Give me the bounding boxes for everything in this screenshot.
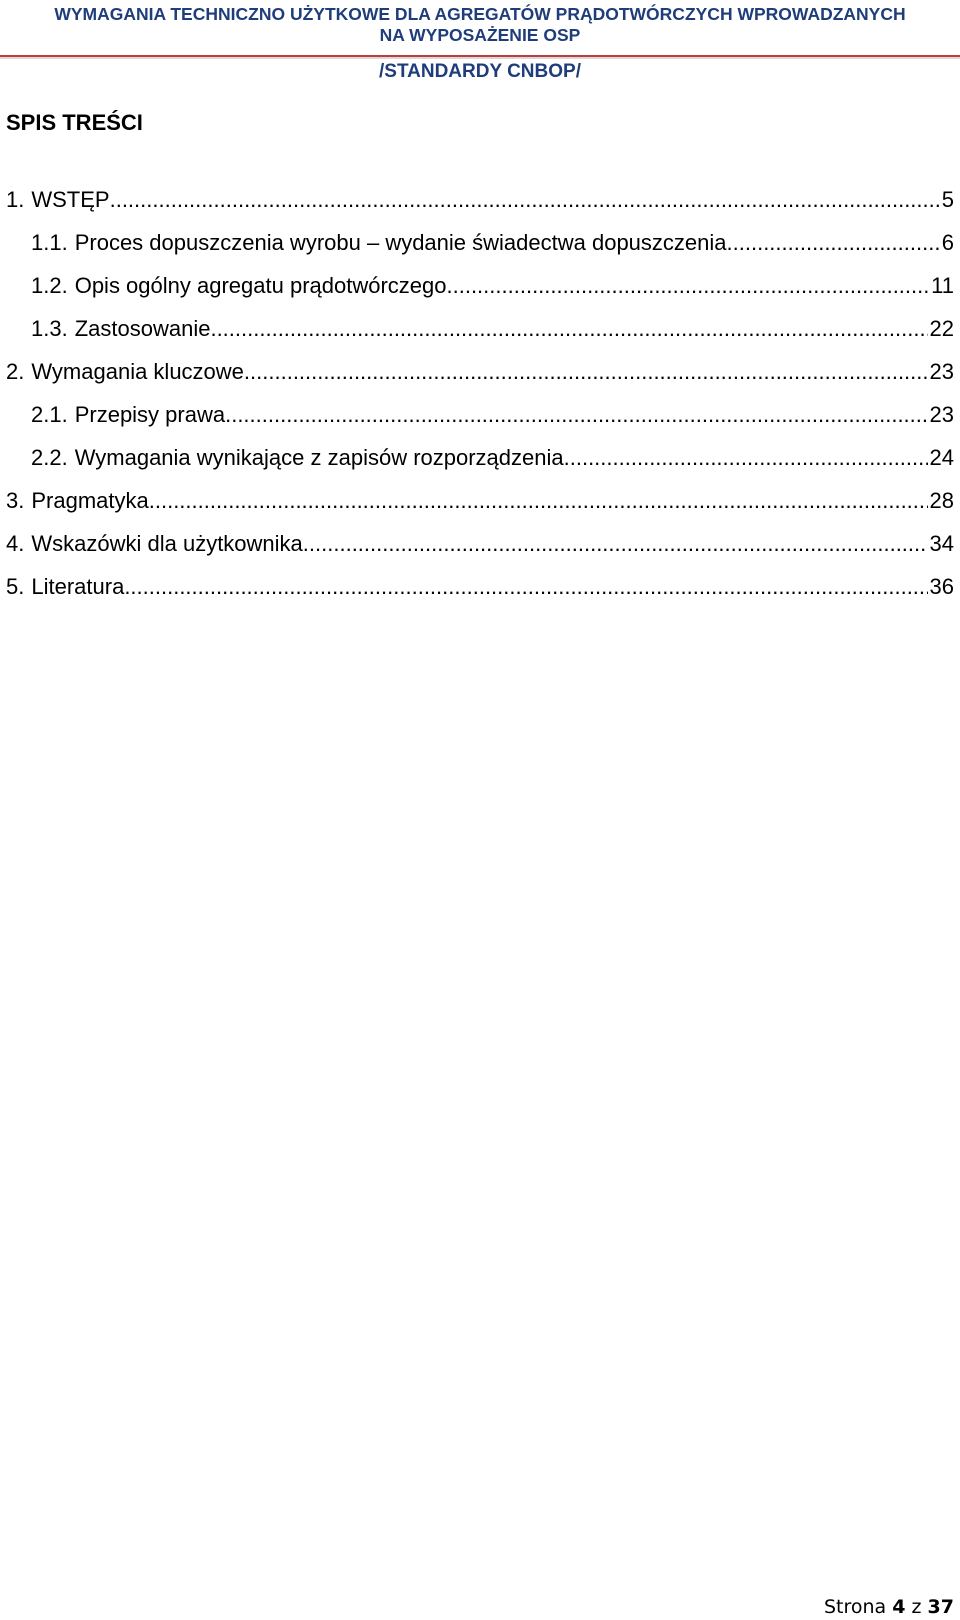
toc-entry-number: 1.3.	[31, 316, 68, 341]
toc-entry-number: 1.2.	[31, 273, 68, 298]
page-separator: z	[911, 1596, 922, 1618]
toc-entry-number: 1.	[6, 187, 25, 212]
toc-dot-leader	[447, 273, 930, 299]
header-title-line-2: NA WYPOSAŻENIE OSP	[379, 25, 581, 45]
toc-entry-title: Wskazówki dla użytkownika	[31, 531, 303, 556]
toc-entry-number: 5.	[6, 574, 25, 599]
toc-entry-1-3[interactable]	[6, 316, 954, 359]
toc-entry-number: 1.1.	[31, 230, 68, 255]
toc-dot-leader	[225, 402, 927, 428]
header-standards-label: /STANDARDY CNBOP/	[379, 61, 581, 82]
toc-dot-leader	[244, 359, 928, 385]
current-page-number: 4	[892, 1596, 906, 1618]
toc-entry-title: Zastosowanie	[74, 316, 211, 341]
header-divider	[0, 55, 960, 59]
toc-entry-4[interactable]	[6, 531, 954, 574]
total-pages-number: 37	[927, 1596, 954, 1618]
toc-entry-page: 23	[929, 359, 954, 384]
toc-entry-title: Pragmatyka	[31, 488, 149, 513]
toc-entry-5[interactable]	[6, 574, 954, 617]
toc-entry-page: 22	[929, 316, 954, 341]
toc-entry-page: 11	[931, 273, 954, 298]
toc-entry-page: 34	[929, 531, 954, 556]
toc-entry-number: 4.	[6, 531, 25, 556]
toc-dot-leader	[303, 531, 928, 557]
toc-heading: SPIS TREŚCI	[6, 110, 143, 135]
toc-entry-page: 24	[929, 445, 954, 470]
toc-entry-title: Przepisy prawa	[74, 402, 226, 427]
page-number-footer	[824, 1596, 954, 1618]
header-title-line-1: WYMAGANIA TECHNICZNO UŻYTKOWE DLA AGREGATÓW PRĄDOTWÓRCZYCH WPROWADZANYCH	[54, 4, 906, 24]
toc-entry-page: 5	[941, 187, 954, 212]
toc-entry-title: Literatura	[31, 574, 125, 599]
toc-entry-title: WSTĘP	[31, 187, 110, 212]
toc-entry-title: Opis ogólny agregatu prądotwórczego	[74, 273, 447, 298]
toc-entry-page: 36	[929, 574, 954, 599]
toc-dot-leader	[564, 445, 928, 471]
toc-dot-leader	[110, 187, 940, 213]
toc-dot-leader	[124, 574, 927, 600]
toc-entry-1[interactable]	[6, 187, 954, 230]
toc-dot-leader	[149, 488, 928, 514]
table-of-contents	[6, 187, 954, 617]
toc-entry-1-1[interactable]	[6, 230, 954, 273]
page-label: Strona	[823, 1596, 887, 1618]
toc-dot-leader	[210, 316, 927, 342]
toc-entry-page: 6	[941, 230, 954, 255]
toc-entry-number: 2.1.	[31, 402, 68, 427]
toc-entry-2[interactable]	[6, 359, 954, 402]
toc-entry-2-2[interactable]	[6, 445, 954, 488]
toc-dot-leader	[727, 230, 940, 256]
toc-entry-number: 3.	[6, 488, 25, 513]
toc-entry-2-1[interactable]	[6, 402, 954, 445]
toc-entry-title: Wymagania wynikające z zapisów rozporządzenia	[74, 445, 564, 470]
toc-entry-3[interactable]	[6, 488, 954, 531]
toc-entry-number: 2.	[6, 359, 25, 384]
toc-entry-title: Proces dopuszczenia wyrobu – wydanie świadectwa dopuszczenia	[74, 230, 727, 255]
toc-entry-number: 2.2.	[31, 445, 68, 470]
toc-entry-1-2[interactable]	[6, 273, 954, 316]
toc-entry-page: 23	[929, 402, 954, 427]
toc-entry-page: 28	[929, 488, 954, 513]
toc-entry-title: Wymagania kluczowe	[31, 359, 244, 384]
document-header	[0, 0, 960, 90]
